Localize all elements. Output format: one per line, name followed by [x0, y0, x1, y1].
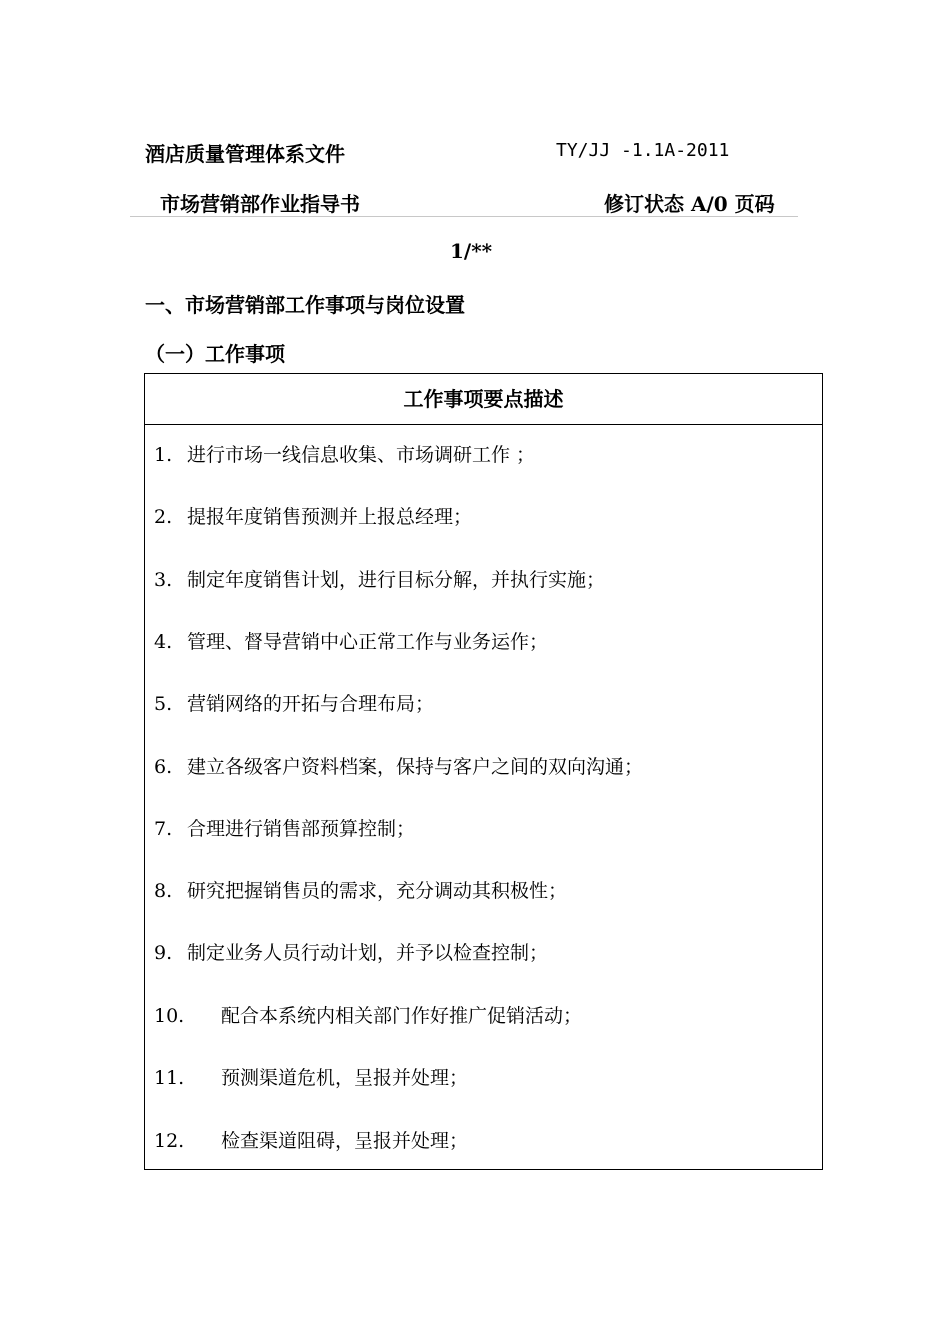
- document-org-title: 酒店质量管理体系文件: [145, 142, 345, 166]
- revision-status: 修订状态 A/0 页码: [604, 192, 775, 216]
- item-number: 11.: [154, 1067, 185, 1089]
- list-item: [154, 440, 535, 467]
- list-item: [154, 814, 415, 841]
- item-text: 配合本系统内相关部门作好推广促销活动；: [221, 1005, 583, 1027]
- item-text: 提报年度销售预测并上报总经理；: [187, 506, 473, 528]
- table-heading: 工作事项要点描述: [145, 374, 822, 425]
- item-number: 4.: [154, 631, 173, 653]
- item-number: 9.: [154, 942, 173, 964]
- item-number: 7.: [154, 818, 173, 840]
- header-divider: [130, 216, 798, 217]
- list-item: [154, 1001, 582, 1028]
- list-item: [154, 565, 605, 592]
- page-number: 1/**: [450, 239, 493, 263]
- item-text: 合理进行销售部预算控制；: [187, 818, 416, 840]
- item-number: 10.: [154, 1005, 185, 1027]
- list-item: [154, 502, 472, 529]
- list-item: [154, 627, 548, 654]
- department-title: 市场营销部作业指导书: [160, 192, 360, 216]
- section-title: 一、市场营销部工作事项与岗位设置: [145, 293, 465, 317]
- item-text: 管理、督导营销中心正常工作与业务运作；: [187, 631, 549, 653]
- list-item: [154, 689, 434, 716]
- item-number: 8.: [154, 880, 173, 902]
- item-number: 3.: [154, 569, 173, 591]
- list-item: [154, 1063, 468, 1090]
- item-text: 检查渠道阻碍，呈报并处理；: [221, 1130, 469, 1152]
- item-number: 5.: [154, 693, 173, 715]
- item-number: 6.: [154, 756, 173, 778]
- item-text: 制定年度销售计划，进行目标分解，并执行实施；: [187, 569, 606, 591]
- item-number: 12.: [154, 1130, 185, 1152]
- item-number: 2.: [154, 506, 173, 528]
- item-text: 进行市场一线信息收集、市场调研工作 ；: [187, 444, 536, 466]
- item-text: 研究把握销售员的需求，充分调动其积极性；: [187, 880, 568, 902]
- item-text: 建立各级客户资料档案，保持与客户之间的双向沟通；: [187, 756, 644, 778]
- item-text: 预测渠道危机，呈报并处理；: [221, 1067, 469, 1089]
- item-text: 营销网络的开拓与合理布局；: [187, 693, 435, 715]
- item-text: 制定业务人员行动计划，并予以检查控制；: [187, 942, 549, 964]
- list-item: [154, 752, 643, 779]
- list-item: [154, 1126, 468, 1153]
- subsection-title: （一）工作事项: [145, 342, 285, 366]
- list-item: [154, 938, 548, 965]
- list-item: [154, 876, 567, 903]
- task-table: [144, 373, 823, 1170]
- document-code: TY/JJ -1.1A-2011: [556, 140, 730, 161]
- item-number: 1.: [154, 444, 173, 466]
